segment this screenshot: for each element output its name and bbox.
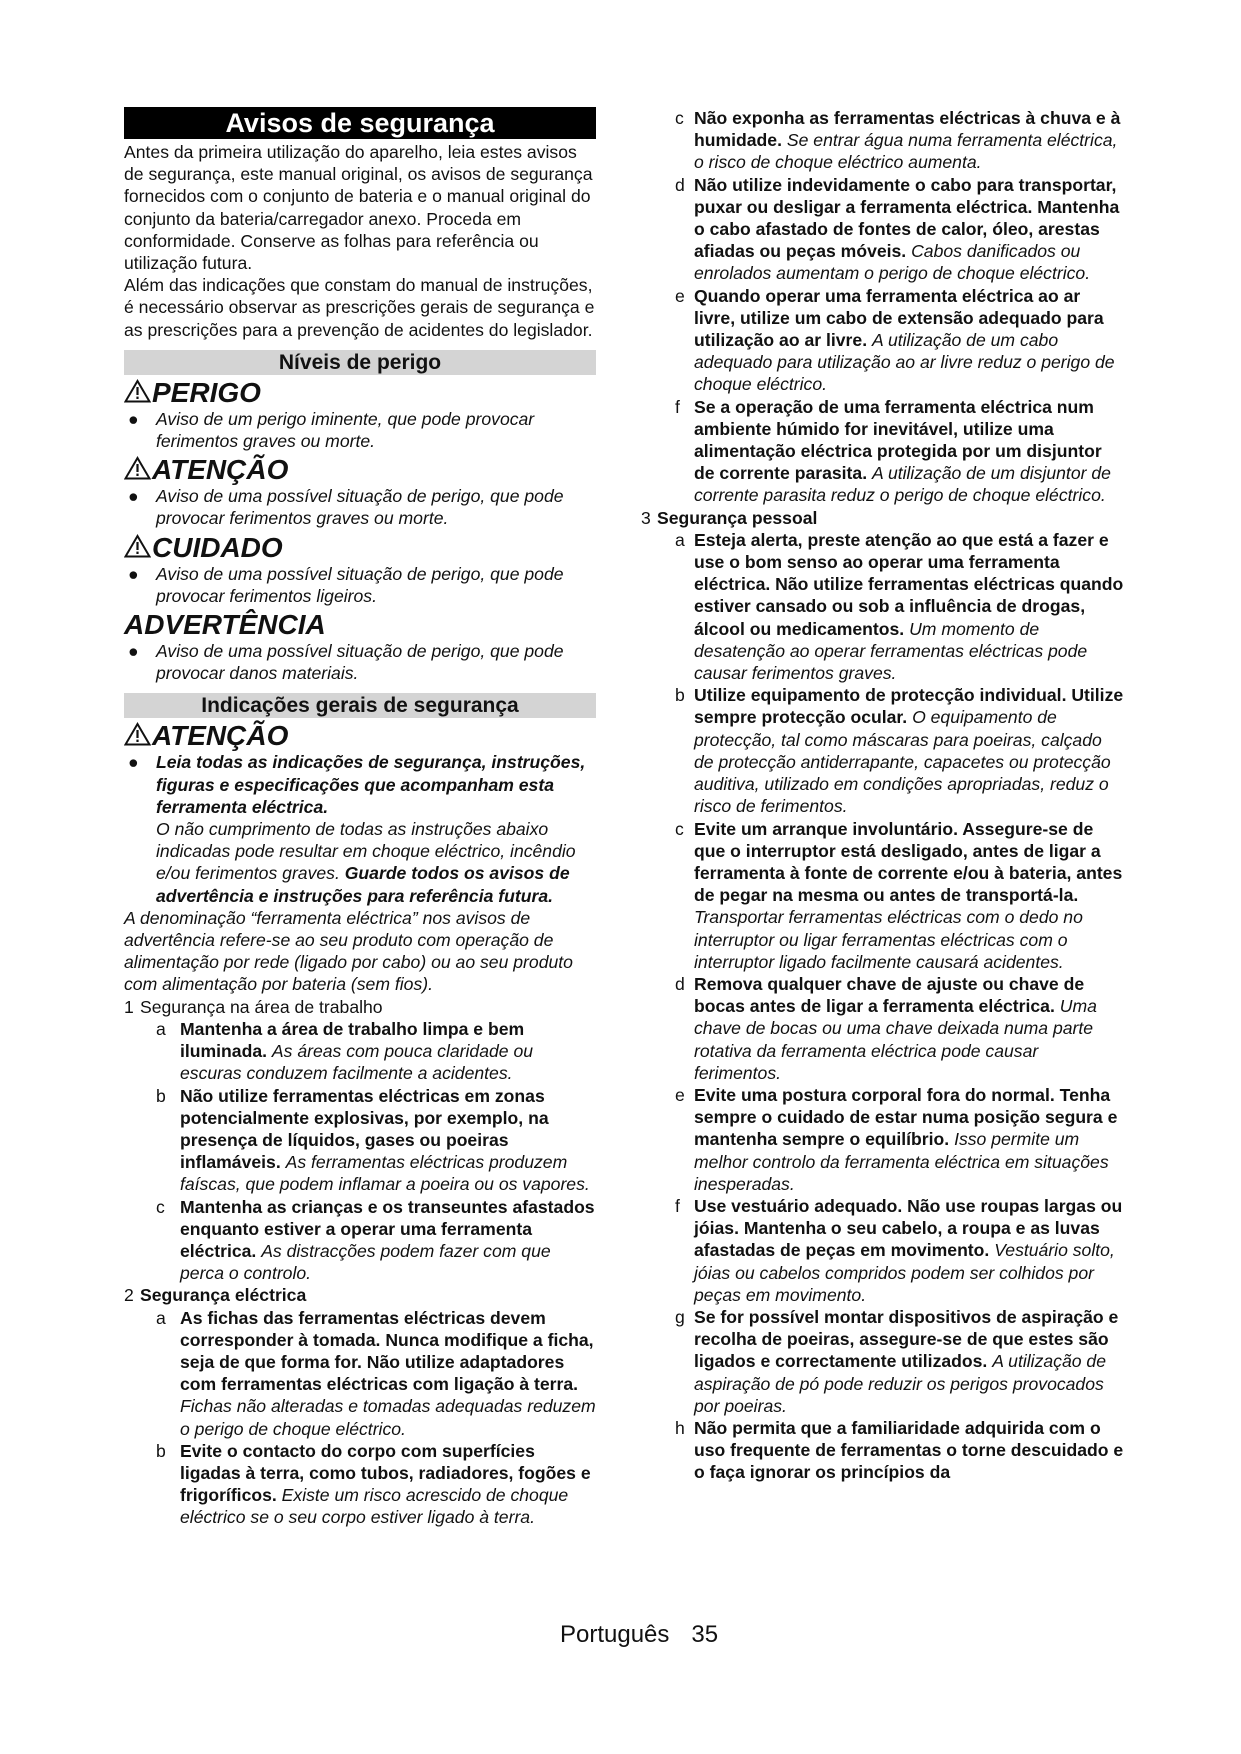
item-label: e <box>675 285 685 306</box>
list-item <box>648 174 1124 285</box>
level-label: ATENÇÃO <box>152 454 289 486</box>
general-level-label: ATENÇÃO <box>152 720 289 752</box>
item-label: e <box>675 1084 685 1105</box>
item-label: f <box>675 1195 680 1216</box>
item-label: c <box>156 1196 165 1217</box>
item-label: b <box>156 1085 166 1106</box>
item-italic: Transportar ferramentas eléctricas com o dedo no interruptor ou ligar ferramentas eléctricas com o interruptor ligado facilmente causará acidentes. <box>694 907 1083 972</box>
item-label: d <box>675 174 685 195</box>
item-label: f <box>675 396 680 417</box>
danger-level-perigo <box>124 377 596 452</box>
section-number: 1 <box>124 996 134 1017</box>
item-label: a <box>675 529 685 550</box>
level-description: Aviso de uma possível situação de perigo, que pode provocar ferimentos ligeiros. <box>156 563 564 606</box>
item-bold: Use vestuário adequado. Não use roupas largas ou jóias. Mantenha o seu cabelo, a roupa e as luvas afastadas de peças em movimento. <box>694 1195 1123 1261</box>
level-description: Aviso de um perigo iminente, que pode provocar ferimentos graves ou morte. <box>156 408 535 452</box>
item-bold: Quando operar uma ferramenta eléctrica ao ar livre, utilize um cabo de extensão adequado para utilização ao ar livre. <box>694 285 1104 351</box>
item-italic: Uma chave de bocas ou uma chave deixada numa parte rotativa da ferramenta eléctrica pode causar ferimentos. <box>694 996 1097 1083</box>
item-bold: As fichas das ferramentas eléctricas devem corresponder à tomada. Nunca modifique a ficha, seja de que forma for. Não utilize adaptadores com ferramentas eléctricas com ligação à terra. <box>180 1307 594 1395</box>
item-italic: As distracções podem fazer com que perca o controlo. <box>180 1240 551 1284</box>
left-column <box>124 107 596 1529</box>
list-item <box>648 396 1124 507</box>
list-item <box>648 107 1124 174</box>
item-bold: Remova qualquer chave de ajuste ou chave de bocas antes de ligar a ferramenta eléctrica. <box>694 973 1085 1017</box>
general-warning-bold: Leia todas as indicações de segurança, instruções, figuras e especificações que acompanham esta ferramenta eléctrica. <box>156 752 586 817</box>
item-label: a <box>156 1307 166 1328</box>
item-italic: Existe um risco acrescido de choque eléctrico se o seu corpo estiver ligado à terra. <box>180 1485 569 1528</box>
item-bold: Se a operação de uma ferramenta eléctrica num ambiente húmido for inevitável, utilize uma alimentação eléctrica protegida por um disjuntor de corrente parasita. <box>694 396 1102 484</box>
warning-triangle-icon <box>124 722 151 746</box>
section-number: 2 <box>124 1285 134 1306</box>
list-item <box>648 529 1124 684</box>
item-bold: Evite o contacto do corpo com superfícies ligadas à terra, como tubos, radiadores, fogões e frigoríficos. <box>180 1440 591 1506</box>
item-bold: Evite uma postura corporal fora do normal. Tenha sempre o cuidado de estar numa posição segura e mantenha sempre o equilíbrio. <box>694 1084 1118 1150</box>
item-label: a <box>156 1018 166 1039</box>
page-title: Avisos de segurança <box>124 107 596 139</box>
item-italic: A utilização de um disjuntor de corrente parasita reduz o perigo de choque eléctrico. <box>694 463 1111 506</box>
list-item <box>648 1306 1124 1417</box>
general-warning-bold-2: Guarde todos os avisos de advertência e instruções para referência futura. <box>156 863 570 906</box>
item-italic: Fichas não alteradas e tomadas adequadas reduzem o perigo de choque eléctrico. <box>180 1396 596 1439</box>
danger-level-atencao <box>124 454 596 529</box>
level-label: PERIGO <box>152 376 261 408</box>
item-label: c <box>675 818 684 839</box>
section-3-heading <box>641 507 1124 529</box>
danger-levels-heading: Níveis de perigo <box>124 350 596 375</box>
intro-paragraph-2: Além das indicações que constam do manual de instruções, é necessário observar as prescrições gerais de segurança e as prescrições para a prevenção de acidentes do legislador. <box>124 275 595 340</box>
warning-triangle-icon <box>124 456 151 480</box>
level-description: Aviso de uma possível situação de perigo, que pode provocar danos materiais. <box>156 641 564 684</box>
item-bold: Evite um arranque involuntário. Assegure-se de que o interruptor está desligado, antes de ligar a ferramenta à fonte de corrente e/ou à bateria, antes de pegar na mesma ou antes de transportá-la. <box>694 818 1123 906</box>
item-italic: A utilização de um cabo adequado para utilização ao ar livre reduz o perigo de choque eléctrico. <box>694 330 1115 395</box>
section-title: Segurança na área de trabalho <box>140 996 383 1017</box>
bullet-icon: ● <box>128 486 139 507</box>
list-item <box>648 818 1124 973</box>
section-title: Segurança pessoal <box>657 507 818 528</box>
bullet-icon: ● <box>128 641 139 662</box>
footer-language: Português <box>560 1621 670 1648</box>
item-italic: O equipamento de protecção, tal como máscaras para poeiras, calçado de protecção antiderrapante, capacetes ou protecção auditiva, utilizado em condições apropriadas, reduz o risco de ferimentos. <box>694 707 1111 817</box>
list-item <box>648 1417 1124 1484</box>
page-number: 35 <box>691 1621 719 1648</box>
bullet-icon: ● <box>128 563 139 584</box>
list-item <box>124 1307 596 1440</box>
item-bold: Não exponha as ferramentas eléctricas à chuva e à humidade. <box>694 108 1121 151</box>
list-item <box>648 684 1124 817</box>
item-label: h <box>675 1417 685 1438</box>
item-bold: Não permita que a familiaridade adquirida com o uso frequente de ferramentas o torne descuidado e o faça ignorar os princípios da <box>694 1417 1124 1483</box>
list-item <box>648 973 1124 1084</box>
item-italic: As áreas com pouca claridade ou escuras conduzem facilmente a acidentes. <box>180 1041 534 1084</box>
list-item <box>648 1195 1124 1306</box>
intro-paragraph-1: Antes da primeira utilização do aparelho, leia estes avisos de segurança, este manual original, os avisos de segurança fornecidos com o conjunto de bateria e o manual original do conjunto da bateria/carregador anexo. Proceda em conformidade. Conserve as folhas para referência ou utilização futura. <box>124 142 593 274</box>
list-item <box>124 1018 596 1085</box>
item-italic: Vestuário solto, jóias ou cabelos compridos podem ser colhidos por peças em movimento. <box>694 1240 1115 1305</box>
general-warning <box>124 751 596 906</box>
item-bold: Utilize equipamento de protecção individual. Utilize sempre protecção ocular. <box>694 685 1124 728</box>
level-label: ADVERTÊNCIA <box>124 609 326 641</box>
item-italic: Se entrar água numa ferramenta eléctrica, o risco de choque eléctrico aumenta. <box>694 130 1118 173</box>
general-safety-heading: Indicações gerais de segurança <box>124 693 596 718</box>
item-bold: Se for possível montar dispositivos de aspiração e recolha de poeiras, assegure-se de que estes são ligados e correctamente utilizados. <box>694 1306 1119 1372</box>
section-number: 3 <box>641 507 651 528</box>
item-italic: Isso permite um melhor controlo da ferramenta eléctrica em situações inesperadas. <box>694 1129 1109 1194</box>
item-italic: Um momento de desatenção ao operar ferramentas eléctricas pode causar ferimentos graves. <box>694 618 1088 684</box>
item-label: b <box>156 1440 166 1461</box>
list-item <box>124 1085 596 1196</box>
danger-level-advertencia <box>124 609 596 684</box>
list-item <box>648 1084 1124 1195</box>
warning-triangle-icon <box>124 379 151 403</box>
list-item <box>124 1440 596 1529</box>
level-label: CUIDADO <box>152 531 283 563</box>
level-description: Aviso de uma possível situação de perigo, que pode provocar ferimentos graves ou morte. <box>156 486 564 529</box>
section-title: Segurança eléctrica <box>140 1285 307 1306</box>
bullet-icon: ● <box>128 408 139 429</box>
bullet-icon: ● <box>128 752 139 773</box>
item-bold: Não utilize indevidamente o cabo para transportar, puxar ou desligar a ferramenta eléctrica. Mantenha o cabo afastado de fontes de calor, óleo, arestas afiadas ou peças móveis. <box>694 174 1120 262</box>
item-italic: Cabos danificados ou enrolados aumentam o perigo de choque eléctrico. <box>694 241 1091 284</box>
item-bold: Não utilize ferramentas eléctricas em zonas potencialmente explosivas, por exemplo, na presença de líquidos, gases ou poeiras inflamáveis. <box>180 1085 549 1173</box>
item-bold: Mantenha a área de trabalho limpa e bem iluminada. <box>180 1018 525 1062</box>
item-bold: Mantenha as crianças e os transeuntes afastados enquanto estiver a operar uma ferramenta eléctrica. <box>180 1196 595 1261</box>
item-italic: As ferramentas eléctricas produzem faíscas, que podem inflamar a poeira ou os vapores. <box>180 1152 590 1195</box>
page-footer <box>560 1621 718 1649</box>
item-bold: Esteja alerta, preste atenção ao que está a fazer e use o bom senso ao operar uma ferramenta eléctrica. Não utilize ferramentas eléctricas quando estiver cansado ou sob a influência de drogas, álcool ou medicamentos. <box>694 529 1124 639</box>
definition-paragraph: A denominação “ferramenta eléctrica” nos avisos de advertência refere-se ao seu produto com operação de alimentação por rede (ligado por cabo) ou ao seu produto com alimentação por bateria (sem fios). <box>124 907 573 995</box>
section-2-heading <box>124 1284 596 1306</box>
right-column <box>641 107 1124 1484</box>
item-label: b <box>675 685 685 706</box>
section-1-heading <box>124 996 596 1018</box>
item-label: c <box>675 108 684 128</box>
list-item <box>648 285 1124 396</box>
list-item <box>124 1196 596 1285</box>
warning-triangle-icon <box>124 534 151 558</box>
danger-level-cuidado <box>124 532 596 607</box>
item-italic: A utilização de aspiração de pó pode reduzir os perigos provocados por poeiras. <box>694 1351 1106 1416</box>
general-warning-italic: O não cumprimento de todas as instruções abaixo indicadas pode resultar em choque eléctrico, incêndio e/ou ferimentos graves. <box>156 819 576 884</box>
item-label: d <box>675 973 685 994</box>
item-label: g <box>675 1306 685 1327</box>
